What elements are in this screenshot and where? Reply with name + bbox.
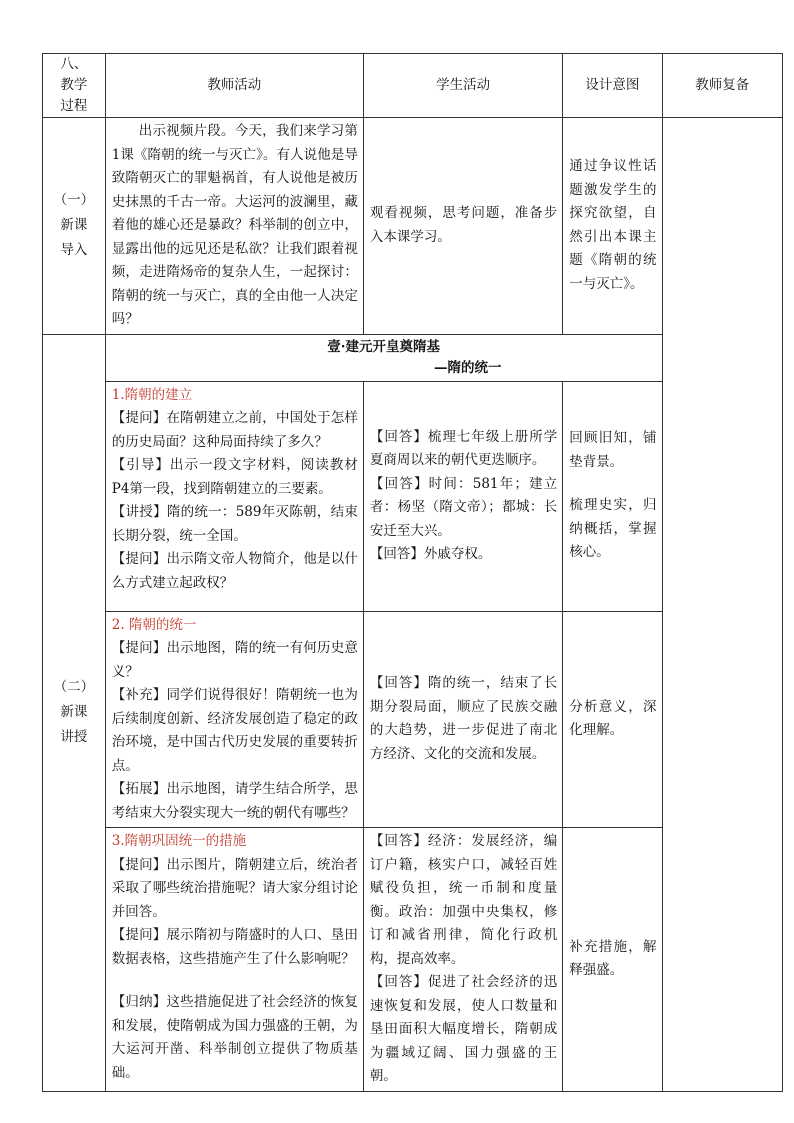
intro-row <box>43 118 783 335</box>
part3-student-line: 【回答】促进了社会经济的迅速恢复和发展，使人口数量和垦田面积大幅度增长，隋朝成为疆域辽阔、国力强盛的王朝。 <box>369 974 558 1084</box>
part3-intent-text: 补充措施，解释强盛。 <box>569 938 657 979</box>
intro-teacher-text: 出示视频片段。今天，我们来学习第1课《隋朝的统一与灭亡》。有人说他是导致隋朝灭亡的罪魁祸首，有人说他是被历史抹黑的千古一帝。大运河的波澜里，藏着他的雄心还是暴政？科举制的创立中，显露出他的远见还是私欲？让我们跟着视频，走进隋炀帝的复杂人生，一起探讨：隋朝的统一与灭亡，真的全由他一人决定吗？ <box>111 123 358 327</box>
part2-title: 2. 隋朝的统一 <box>111 616 197 633</box>
header-teacher-activity: 教师活动 <box>105 54 363 118</box>
section-subtitle: —隋的统一 <box>434 359 502 376</box>
part1-teacher-activity <box>105 381 363 611</box>
part1-student-activity <box>363 381 562 611</box>
intro-teacher-activity <box>105 118 363 335</box>
teacher-spacer <box>112 971 358 991</box>
part2-intent-text: 分析意义，深化理解。 <box>569 698 657 739</box>
part1-student-line: 【回答】时间：581年；建立者：杨坚（隋文帝）；都城：长安迁至大兴。 <box>369 475 558 539</box>
part2-teacher-line: 【拓展】出示地图，请学生结合所学，思考结束大分裂实现大一统的朝代有哪些？ <box>111 781 358 821</box>
section-title-cell <box>105 334 662 381</box>
header-teacher-review: 教师复备 <box>662 54 783 118</box>
section-title: 壹·建元开皇奠隋基 <box>327 338 440 355</box>
part3-teacher-line: 【归纳】这些措施促进了社会经济的恢复和发展，使隋朝成为国力强盛的王朝，为大运河开凿、科举制创立提供了物质基础。 <box>111 994 358 1081</box>
header-design-intent: 设计意图 <box>563 54 662 118</box>
part3-student-line: 【回答】经济：发展经济，编订户籍，核实户口，减轻百姓赋役负担，统一币制和度量衡。政治：加强中央集权，修订和减省刑律，简化行政机构，提高效率。 <box>369 833 558 967</box>
part2-student-text: 【回答】隋的统一，结束了长期分裂局面，顺应了民族交融的大趋势，进一步促进了南北方经济、文化的交流和发展。 <box>369 675 558 762</box>
part3-teacher-line: 【提问】展示隋初与隋盛时的人口、垦田数据表格，这些措施产生了什么影响呢？ <box>111 927 358 967</box>
part3-design-intent <box>563 828 662 1092</box>
lesson-plan-table <box>42 53 783 1092</box>
part1-title: 1.隋朝的建立 <box>111 386 193 403</box>
stage-lesson: （二） 新课 讲授 <box>43 334 106 1091</box>
part1-student-line: 【回答】梳理七年级上册所学夏商周以来的朝代更迭顺序。 <box>369 428 558 468</box>
intro-intent-text: 通过争议性话题激发学生的探究欲望，自然引出本课主题《隋朝的统一与灭亡》。 <box>569 158 657 292</box>
part2-teacher-line: 【提问】出示地图，隋的统一有何历史意义？ <box>111 640 358 680</box>
part1-intent-line: 回顾旧知，铺垫背景。 <box>569 430 657 470</box>
part3-teacher-line: 【提问】出示图片，隋朝建立后，统治者采取了哪些统治措施呢？请大家分组讨论并回答。 <box>111 856 358 920</box>
part3-student-activity <box>363 828 562 1092</box>
stage-intro: （一） 新课 导入 <box>43 118 106 335</box>
header-process: 八、 教学 过程 <box>43 54 106 118</box>
part1-teacher-line: 【提问】在隋朝建立之前，中国处于怎样的历史局面？这种局面持续了多久？ <box>111 410 358 450</box>
intent-spacer <box>569 474 656 494</box>
part1-student-line: 【回答】外戚夺权。 <box>369 546 492 562</box>
part1-design-intent <box>563 381 662 611</box>
part2-teacher-line: 【补充】同学们说得很好！隋朝统一也为后续制度创新、经济发展创造了稳定的政治环境，是中国古代历史发展的重要转折点。 <box>111 687 358 774</box>
intro-design-intent <box>563 118 662 335</box>
part2-teacher-activity <box>105 611 363 828</box>
part1-teacher-line: 【讲授】隋的统一：589年灭陈朝，结束长期分裂，统一全国。 <box>111 504 358 544</box>
intro-student-text: 观看视频，思考问题，准备步入本课学习。 <box>369 205 558 245</box>
part3-title: 3.隋朝巩固统一的措施 <box>111 833 247 849</box>
part1-teacher-line: 【提问】出示隋文帝人物简介，他是以什么方式建立起政权？ <box>111 551 358 591</box>
header-student-activity: 学生活动 <box>363 54 562 118</box>
teacher-review-cell <box>662 118 783 1092</box>
part1-teacher-line: 【引导】出示一段文字材料，阅读教材P4第一段，找到隋朝建立的三要素。 <box>111 457 358 497</box>
part3-teacher-activity <box>105 828 363 1092</box>
part1-intent-line: 梳理史实，归纳概括，掌握核心。 <box>569 497 657 561</box>
part2-student-activity <box>363 611 562 828</box>
header-row <box>43 54 783 118</box>
part2-design-intent <box>563 611 662 828</box>
intro-student-activity <box>363 118 562 335</box>
